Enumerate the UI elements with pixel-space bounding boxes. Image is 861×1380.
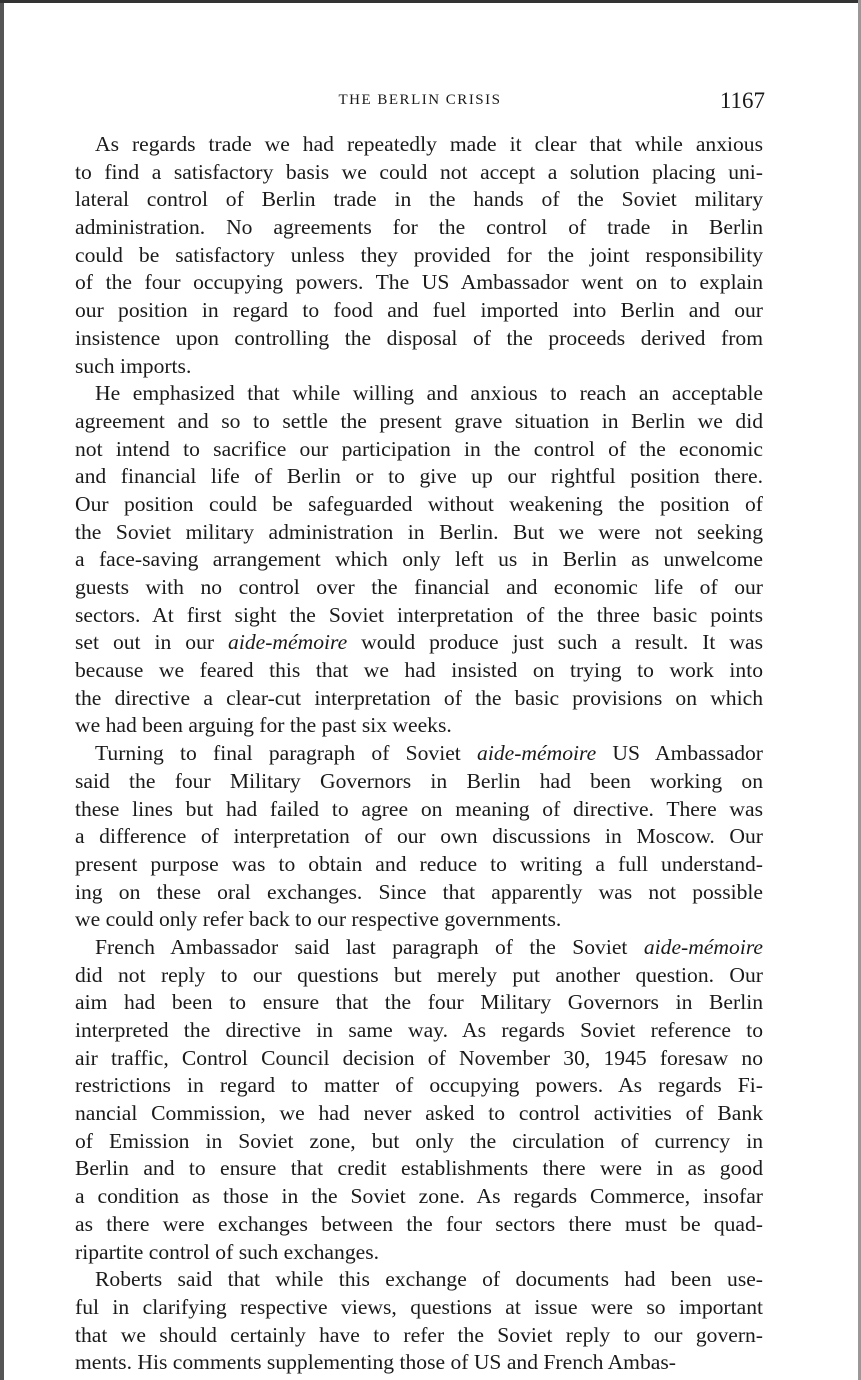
text-segment: French Ambassador said last paragraph of the Soviet [95, 934, 644, 959]
page-header [75, 88, 765, 118]
text-segment: would produce just such a result. It was [347, 630, 763, 655]
text-line: lateral control of Berlin trade in the hands of the Soviet military [75, 187, 763, 212]
text-line: sectors. At first sight the Soviet interpretation of the three basic points [75, 602, 763, 627]
scan-edge-top [0, 0, 861, 3]
text-line: As regards trade we had repeatedly made it clear that while anxious [95, 132, 763, 156]
text-line: ments. His comments supplementing those of US and French Ambas- [75, 1350, 676, 1375]
text-line: interpreted the directive in same way. As regards Soviet reference to [75, 1018, 763, 1042]
running-head: THE BERLIN CRISIS [338, 92, 502, 108]
text-line: to find a satisfactory basis we could not accept a solution placing uni- [75, 159, 763, 184]
text-line: guests with no control over the financial and economic life of our [75, 575, 763, 599]
paragraph [75, 740, 763, 934]
text-line: we had been arguing for the past six weeks. [75, 713, 452, 738]
paragraph [75, 1266, 763, 1377]
paragraph [75, 380, 763, 740]
text-line: insistence upon controlling the disposal of the proceeds derived from [75, 325, 763, 350]
text-line: Roberts said that while this exchange of documents had been use- [95, 1267, 763, 1292]
text-line: as there were exchanges between the four sectors there must be quad- [75, 1211, 763, 1236]
text-line: of Emission in Soviet zone, but only the circulation of currency in [75, 1128, 763, 1153]
text-line: agreement and so to settle the present grave situation in Berlin we did [75, 408, 763, 433]
text-line: Berlin and to ensure that credit establishments there were in as good [75, 1156, 763, 1181]
text-segment: set out in our [75, 630, 229, 655]
paragraph [75, 934, 763, 1266]
document-body [75, 131, 763, 1377]
text-line: said the four Military Governors in Berlin had been working on [75, 768, 763, 793]
text-line: a condition as those in the Soviet zone. As regards Commerce, insofar [75, 1184, 763, 1209]
text-line [75, 934, 763, 962]
text-line: present purpose was to obtain and reduce to writing a full understand- [75, 851, 763, 876]
scan-edge-left [0, 0, 4, 1380]
italic-term: aide-mémoire [477, 741, 597, 766]
text-line: such imports. [75, 353, 192, 378]
paragraph [75, 131, 763, 380]
text-line: not intend to sacrifice our participation in the control of the economic [75, 436, 763, 461]
text-line: because we feared this that we had insisted on trying to work into [75, 658, 763, 683]
text-line: our position in regard to food and fuel imported into Berlin and our [75, 298, 763, 323]
text-line: restrictions in regard to matter of occupying powers. As regards Fi- [75, 1073, 763, 1098]
text-line: of the four occupying powers. The US Ambassador went on to explain [75, 270, 763, 295]
text-line: could be satisfactory unless they provided for the joint responsibility [75, 242, 763, 267]
text-line: a difference of interpretation of our own discussions in Moscow. Our [75, 824, 763, 849]
text-line [75, 740, 763, 768]
text-line: ing on these oral exchanges. Since that apparently was not possible [75, 879, 763, 904]
text-line: He emphasized that while willing and anxious to reach an acceptable [95, 381, 763, 406]
page-number: 1167 [719, 88, 765, 113]
text-line: Our position could be safeguarded without weakening the position of [75, 491, 763, 516]
text-line: a face-saving arrangement which only left us in Berlin as unwelcome [75, 547, 763, 572]
text-line: the Soviet military administration in Berlin. But we were not seeking [75, 519, 763, 544]
text-line: did not reply to our questions but merely put another question. Our [75, 962, 763, 987]
text-line: nancial Commission, we had never asked to control activities of Bank [75, 1101, 763, 1126]
text-segment: US Ambassador [596, 741, 763, 766]
text-line: ful in clarifying respective views, questions at issue were so important [75, 1294, 763, 1319]
text-line: that we should certainly have to refer the Soviet reply to our govern- [75, 1322, 763, 1347]
text-line: administration. No agreements for the control of trade in Berlin [75, 215, 763, 240]
text-line [75, 629, 763, 657]
text-line: ripartite control of such exchanges. [75, 1239, 379, 1264]
text-line: air traffic, Control Council decision of November 30, 1945 foresaw no [75, 1045, 763, 1070]
text-segment: Turning to final paragraph of Soviet [95, 741, 478, 766]
text-line: these lines but had failed to agree on meaning of directive. There was [75, 796, 763, 821]
italic-term: aide-mémoire [643, 934, 763, 959]
text-line: and financial life of Berlin or to give up our rightful position there. [75, 464, 763, 489]
text-line: aim had been to ensure that the four Military Governors in Berlin [75, 990, 763, 1015]
text-line: we could only refer back to our respective governments. [75, 907, 562, 932]
italic-term: aide-mémoire [228, 630, 348, 655]
text-line: the directive a clear-cut interpretation of the basic provisions on which [75, 685, 763, 710]
